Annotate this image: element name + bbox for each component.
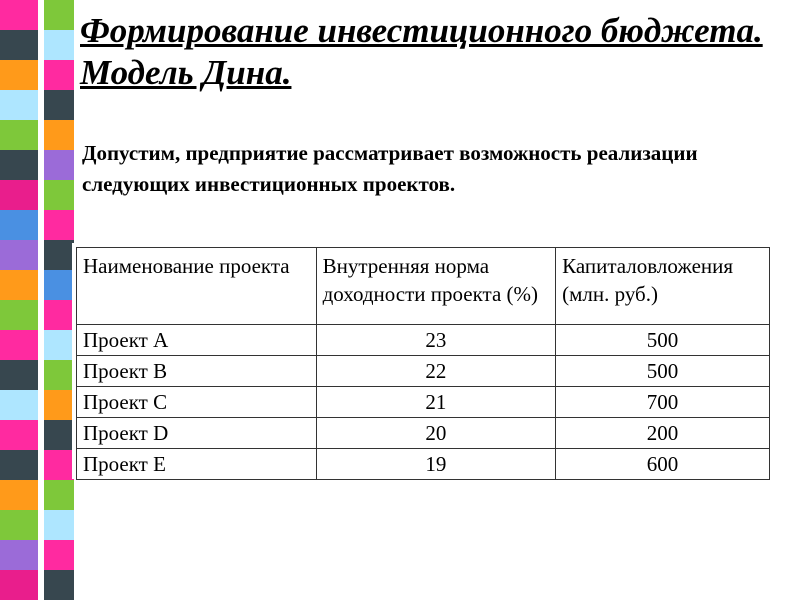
stripe-segment [0, 570, 74, 600]
stripe-segment [0, 420, 74, 450]
projects-table-container [72, 243, 772, 479]
header-irr: Внутренняя норма доходности проекта (%) [316, 248, 556, 325]
stripe-segment [0, 150, 74, 180]
stripe-segment [0, 270, 74, 300]
stripe-segment [0, 210, 74, 240]
stripe-segment [0, 450, 74, 480]
investment-cell: 200 [556, 418, 770, 449]
investment-cell: 700 [556, 387, 770, 418]
table-row [77, 356, 770, 387]
investment-cell: 500 [556, 356, 770, 387]
investment-cell: 500 [556, 325, 770, 356]
stripe-segment [0, 120, 74, 150]
table-row [77, 449, 770, 480]
irr-cell: 21 [316, 387, 556, 418]
projects-table [76, 247, 770, 480]
project-name-cell: Проект C [77, 387, 317, 418]
table-row [77, 325, 770, 356]
stripe-segment [0, 240, 74, 270]
stripe-segment [0, 90, 74, 120]
stripe-segment [0, 60, 74, 90]
investment-cell: 600 [556, 449, 770, 480]
project-name-cell: Проект A [77, 325, 317, 356]
stripe-segment [0, 480, 74, 510]
decorative-stripe [0, 0, 74, 600]
stripe-segment [0, 540, 74, 570]
stripe-segment [0, 180, 74, 210]
stripe-segment [0, 0, 74, 30]
table-header-row [77, 248, 770, 325]
stripe-segment [0, 30, 74, 60]
stripe-segment [0, 330, 74, 360]
irr-cell: 20 [316, 418, 556, 449]
table-row [77, 387, 770, 418]
intro-text: Допустим, предприятие рассматривает возможность реализации следующих инвестиционных проектов. [82, 141, 698, 196]
irr-cell: 19 [316, 449, 556, 480]
stripe-segment [0, 510, 74, 540]
header-investment: Капиталовложения (млн. руб.) [556, 248, 770, 325]
slide-title: Формирование инвестиционного бюджета. Модель Дина. [80, 11, 763, 92]
stripe-segment [0, 300, 74, 330]
stripe-segment [0, 360, 74, 390]
header-project-name: Наименование проекта [77, 248, 317, 325]
project-name-cell: Проект B [77, 356, 317, 387]
irr-cell: 23 [316, 325, 556, 356]
stripe-segment [0, 390, 74, 420]
irr-cell: 22 [316, 356, 556, 387]
project-name-cell: Проект E [77, 449, 317, 480]
table-row [77, 418, 770, 449]
project-name-cell: Проект D [77, 418, 317, 449]
